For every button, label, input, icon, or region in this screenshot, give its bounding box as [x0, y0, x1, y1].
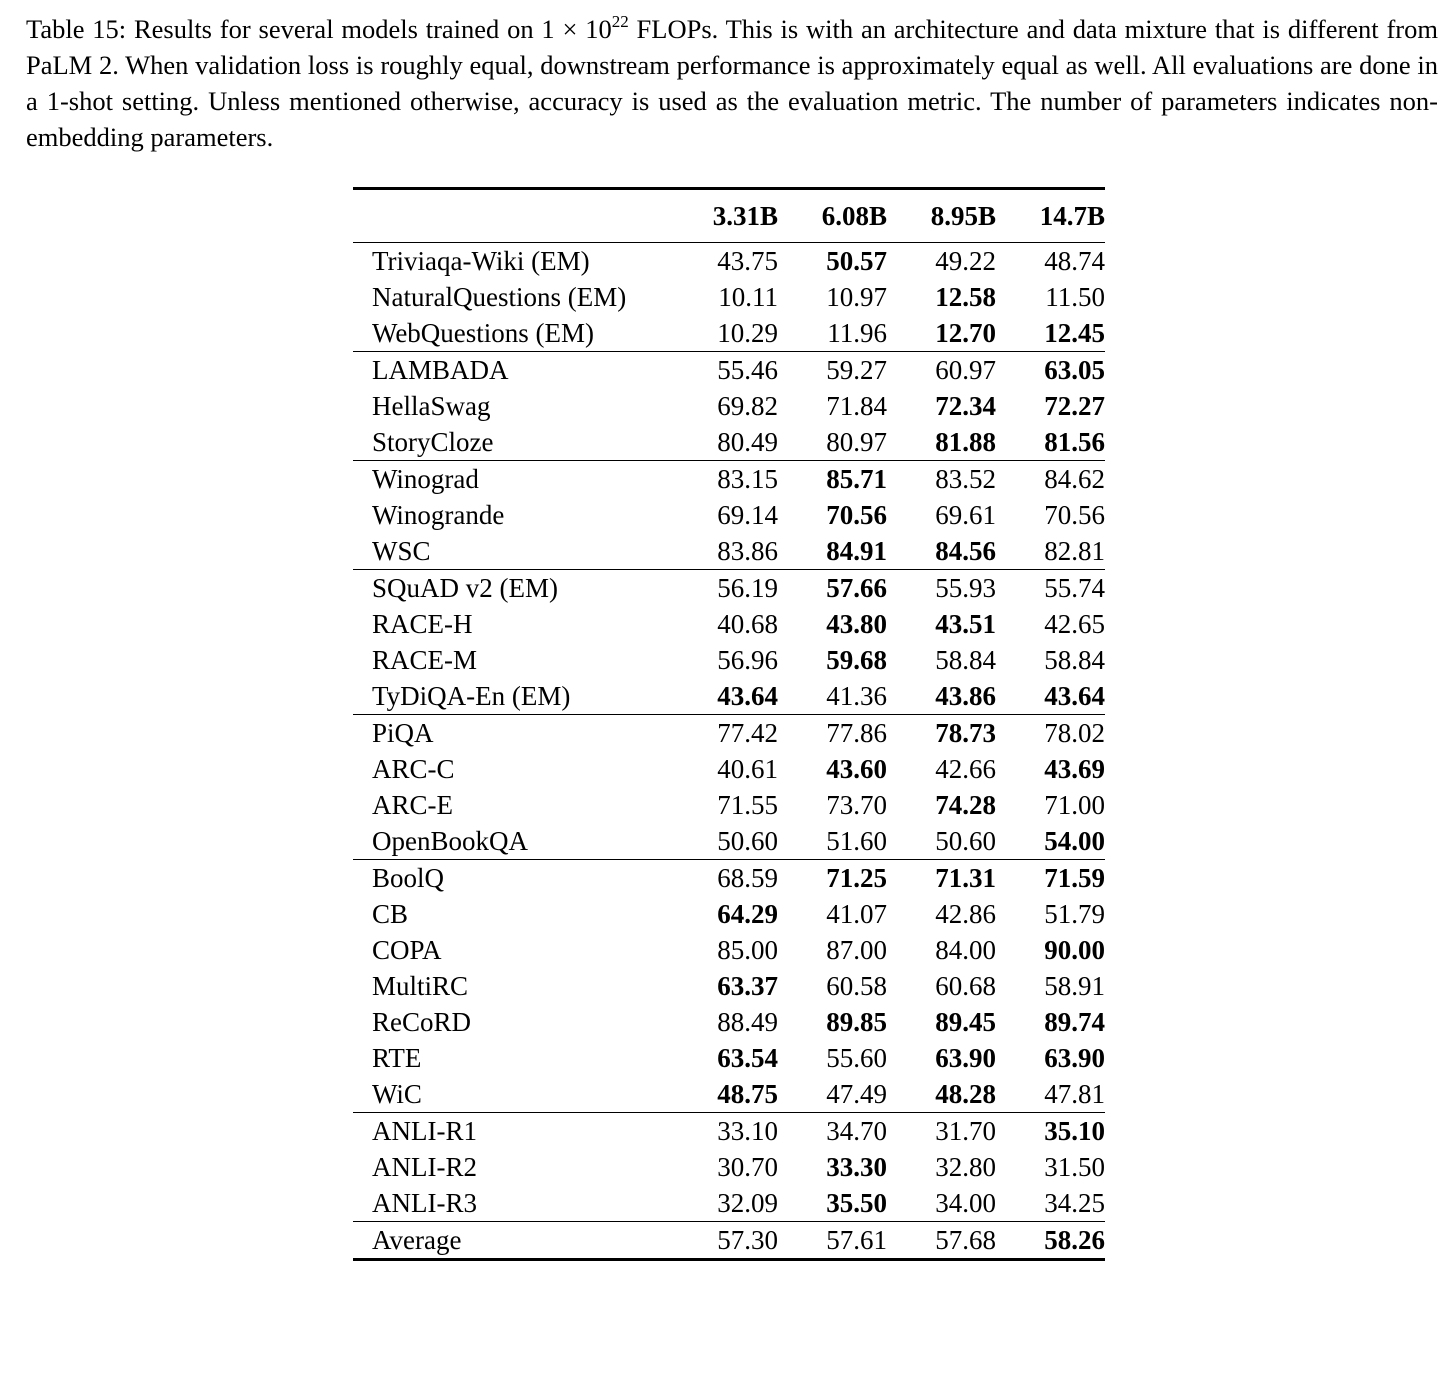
task-name: RTE [372, 1043, 422, 1073]
score-cell: 71.00 [1044, 790, 1105, 820]
score-cell: 47.49 [826, 1079, 887, 1109]
table-row [353, 497, 1105, 533]
score-cell: 74.28 [935, 790, 996, 820]
score-cell: 48.28 [935, 1079, 996, 1109]
score-cell: 60.58 [826, 971, 887, 1001]
table-row [353, 787, 1105, 823]
score-cell: 57.30 [690, 1222, 778, 1260]
score-cell: 89.85 [826, 1007, 887, 1037]
score-cell: 55.60 [826, 1043, 887, 1073]
table-row [353, 751, 1105, 787]
task-name: PiQA [353, 715, 690, 752]
score-cell: 11.50 [1045, 282, 1105, 312]
task-name: Triviaqa-Wiki (EM) [353, 243, 690, 280]
table-row [353, 1040, 1105, 1076]
score-cell: 49.22 [887, 243, 996, 280]
score-cell: 58.26 [996, 1222, 1105, 1260]
score-cell: 69.14 [717, 500, 778, 530]
score-cell: 43.64 [1044, 681, 1105, 711]
task-name: BoolQ [353, 860, 690, 897]
task-name: WSC [372, 536, 431, 566]
score-cell: 84.91 [826, 536, 887, 566]
score-cell: 42.86 [935, 899, 996, 929]
score-cell: 83.86 [717, 536, 778, 566]
score-cell: 32.09 [717, 1188, 778, 1218]
score-cell: 12.70 [935, 318, 996, 348]
score-cell: 64.29 [717, 899, 778, 929]
header-8-95b: 8.95B [887, 189, 996, 243]
table-row [353, 678, 1105, 715]
score-cell: 68.59 [690, 860, 778, 897]
score-cell: 85.00 [717, 935, 778, 965]
table-row [353, 461, 1105, 498]
score-cell: 30.70 [717, 1152, 778, 1182]
table-row [353, 642, 1105, 678]
score-cell: 88.49 [717, 1007, 778, 1037]
score-cell: 41.07 [826, 899, 887, 929]
table-caption [26, 11, 1438, 155]
table-row [353, 243, 1105, 280]
score-cell: 56.19 [690, 570, 778, 607]
score-cell: 54.00 [1044, 826, 1105, 856]
score-cell: 43.64 [717, 681, 778, 711]
score-cell: 40.68 [717, 609, 778, 639]
score-cell: 51.60 [826, 826, 887, 856]
score-cell: 58.84 [935, 645, 996, 675]
score-cell: 69.61 [935, 500, 996, 530]
score-cell: 12.58 [935, 282, 996, 312]
score-cell: 84.56 [935, 536, 996, 566]
score-cell: 12.45 [1044, 318, 1105, 348]
task-name: RACE-M [372, 645, 478, 675]
score-cell: 43.51 [935, 609, 996, 639]
score-cell: 51.79 [1044, 899, 1105, 929]
table-row [353, 823, 1105, 860]
score-cell: 63.90 [1044, 1043, 1105, 1073]
header-6-08b: 6.08B [778, 189, 887, 243]
score-cell: 47.81 [1044, 1079, 1105, 1109]
score-cell: 10.97 [826, 282, 887, 312]
score-cell: 55.93 [887, 570, 996, 607]
score-cell: 82.81 [1044, 536, 1105, 566]
score-cell: 59.27 [778, 352, 887, 389]
score-cell: 10.11 [718, 282, 778, 312]
table-row [353, 279, 1105, 315]
score-cell: 48.74 [996, 243, 1105, 280]
score-cell: 43.80 [826, 609, 887, 639]
task-name: MultiRC [372, 971, 469, 1001]
score-cell: 80.97 [826, 427, 887, 457]
score-cell: 59.68 [826, 645, 887, 675]
score-cell: 43.69 [1044, 754, 1105, 784]
score-cell: 58.84 [1044, 645, 1105, 675]
score-cell: 50.57 [778, 243, 887, 280]
table-row [353, 606, 1105, 642]
score-cell: 42.65 [1044, 609, 1105, 639]
score-cell: 31.70 [887, 1113, 996, 1150]
table-row [353, 1076, 1105, 1113]
score-cell: 41.36 [826, 681, 887, 711]
score-cell: 60.68 [935, 971, 996, 1001]
table-row [353, 896, 1105, 932]
score-cell: 84.00 [935, 935, 996, 965]
score-cell: 50.60 [717, 826, 778, 856]
score-cell: 33.10 [690, 1113, 778, 1150]
score-cell: 55.74 [996, 570, 1105, 607]
score-cell: 33.30 [826, 1152, 887, 1182]
table-row [353, 1222, 1105, 1260]
task-name: ReCoRD [372, 1007, 472, 1037]
score-cell: 77.42 [690, 715, 778, 752]
header-3-31b: 3.31B [690, 189, 778, 243]
caption-text-before: Table 15: Results for several models trained on 1 × 10 [26, 14, 612, 44]
score-cell: 70.56 [1044, 500, 1105, 530]
table-row [353, 860, 1105, 897]
header-task [353, 189, 690, 243]
task-name: TyDiQA-En (EM) [372, 681, 571, 711]
task-name: LAMBADA [353, 352, 690, 389]
score-cell: 10.29 [717, 318, 778, 348]
score-cell: 83.52 [887, 461, 996, 498]
score-cell: 11.96 [827, 318, 887, 348]
score-cell: 63.90 [935, 1043, 996, 1073]
task-name: ARC-E [372, 790, 453, 820]
score-cell: 43.60 [826, 754, 887, 784]
score-cell: 85.71 [778, 461, 887, 498]
score-cell: 70.56 [826, 500, 887, 530]
score-cell: 56.96 [717, 645, 778, 675]
score-cell: 34.25 [1044, 1188, 1105, 1218]
table-row [353, 1149, 1105, 1185]
score-cell: 48.75 [717, 1079, 778, 1109]
task-name: OpenBookQA [372, 826, 528, 856]
score-cell: 78.73 [887, 715, 996, 752]
score-cell: 50.60 [935, 826, 996, 856]
score-cell: 69.82 [717, 391, 778, 421]
task-name: Winogrande [372, 500, 505, 530]
score-cell: 81.56 [1044, 427, 1105, 457]
table-row [353, 715, 1105, 752]
task-name: ANLI-R1 [353, 1113, 690, 1150]
caption-text-after: FLOPs. This is with an architecture and data mixture that is different from PaLM 2. When validation loss is roughly equal, downstream performance is approximately equal as well. All evaluations are done in a 1-shot setting. Unless mentioned otherwise, accuracy is used as the evaluation metric. The number of parameters indicates non-embedding parameters. [26, 14, 1438, 152]
table-row [353, 424, 1105, 461]
score-cell: 35.10 [996, 1113, 1105, 1150]
table-body [353, 243, 1105, 1260]
score-cell: 31.50 [1044, 1152, 1105, 1182]
score-cell: 63.05 [996, 352, 1105, 389]
score-cell: 57.61 [778, 1222, 887, 1260]
score-cell: 40.61 [717, 754, 778, 784]
score-cell: 72.34 [935, 391, 996, 421]
score-cell: 42.66 [935, 754, 996, 784]
caption-exponent: 22 [611, 12, 629, 31]
score-cell: 90.00 [1044, 935, 1105, 965]
task-name: Average [353, 1222, 690, 1260]
task-name: ANLI-R2 [372, 1152, 477, 1182]
task-name: WiC [372, 1079, 422, 1109]
score-cell: 43.75 [690, 243, 778, 280]
score-cell: 58.91 [1044, 971, 1105, 1001]
table-row [353, 388, 1105, 424]
score-cell: 63.54 [717, 1043, 778, 1073]
table-row [353, 932, 1105, 968]
task-name: CB [372, 899, 409, 929]
task-name: ARC-C [372, 754, 455, 784]
table-row [353, 533, 1105, 570]
table-row [353, 570, 1105, 607]
task-name: COPA [372, 935, 442, 965]
table-row [353, 1185, 1105, 1222]
table-row [353, 315, 1105, 352]
score-cell: 81.88 [935, 427, 996, 457]
table-row [353, 1113, 1105, 1150]
score-cell: 71.55 [717, 790, 778, 820]
score-cell: 57.66 [778, 570, 887, 607]
results-table [353, 187, 1105, 1261]
task-name: HellaSwag [372, 391, 491, 421]
task-name: ANLI-R3 [372, 1188, 477, 1218]
score-cell: 89.45 [935, 1007, 996, 1037]
score-cell: 77.86 [778, 715, 887, 752]
score-cell: 84.62 [996, 461, 1105, 498]
score-cell: 63.37 [717, 971, 778, 1001]
task-name: SQuAD v2 (EM) [353, 570, 690, 607]
score-cell: 71.25 [778, 860, 887, 897]
table-row [353, 1004, 1105, 1040]
score-cell: 73.70 [826, 790, 887, 820]
header-row [353, 189, 1105, 243]
task-name: Winograd [353, 461, 690, 498]
score-cell: 60.97 [887, 352, 996, 389]
score-cell: 34.70 [778, 1113, 887, 1150]
score-cell: 71.84 [826, 391, 887, 421]
score-cell: 35.50 [826, 1188, 887, 1218]
score-cell: 32.80 [935, 1152, 996, 1182]
score-cell: 57.68 [887, 1222, 996, 1260]
task-name: WebQuestions (EM) [372, 318, 595, 348]
task-name: NaturalQuestions (EM) [372, 282, 627, 312]
score-cell: 34.00 [935, 1188, 996, 1218]
score-cell: 55.46 [690, 352, 778, 389]
score-cell: 87.00 [826, 935, 887, 965]
score-cell: 80.49 [717, 427, 778, 457]
task-name: RACE-H [372, 609, 473, 639]
score-cell: 71.59 [996, 860, 1105, 897]
task-name: StoryCloze [372, 427, 494, 457]
table-row [353, 352, 1105, 389]
header-14-7b: 14.7B [996, 189, 1105, 243]
score-cell: 43.86 [935, 681, 996, 711]
table-row [353, 968, 1105, 1004]
score-cell: 89.74 [1044, 1007, 1105, 1037]
score-cell: 78.02 [996, 715, 1105, 752]
score-cell: 83.15 [690, 461, 778, 498]
score-cell: 72.27 [1044, 391, 1105, 421]
score-cell: 71.31 [887, 860, 996, 897]
